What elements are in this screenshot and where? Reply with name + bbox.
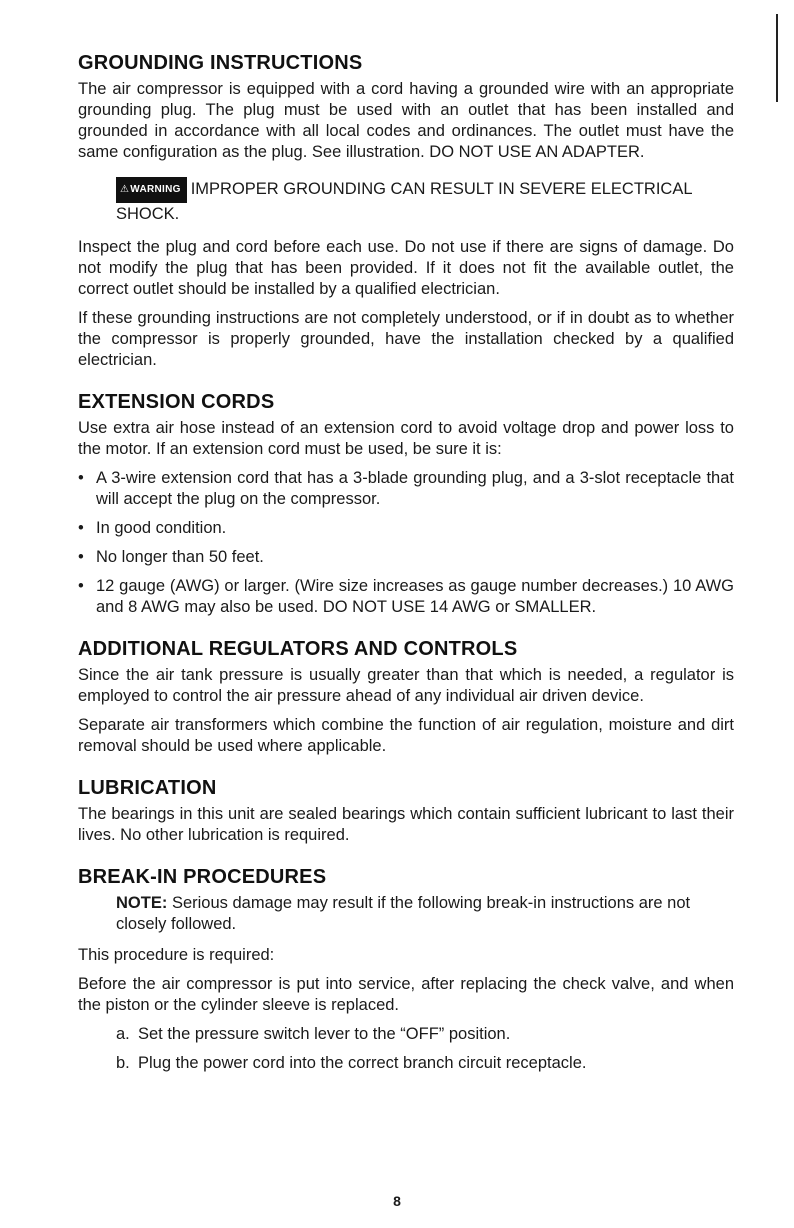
list-item bbox=[116, 1053, 734, 1074]
regulators-para-1: Since the air tank pressure is usually greater than that which is needed, a regulator is employed to control the air pressure ahead of any individual air driven device. bbox=[78, 666, 734, 705]
breakin-heading: BREAK-IN PROCEDURES bbox=[78, 866, 327, 888]
grounding-heading: GROUNDING INSTRUCTIONS bbox=[78, 52, 363, 74]
breakin-section bbox=[78, 866, 734, 1074]
list-item: • 12 gauge (AWG) or larger. (Wire size increases as gauge number decreases.) 10 AWG and 8 AWG may also be used. DO NOT USE 14 AWG or SMALLER. bbox=[78, 576, 734, 618]
regulators-heading: ADDITIONAL REGULATORS AND CONTROLS bbox=[78, 638, 518, 660]
warning-text: IMPROPER GROUNDING CAN RESULT IN SEVERE ELECTRICAL SHOCK. bbox=[116, 180, 692, 223]
extension-heading: EXTENSION CORDS bbox=[78, 391, 275, 413]
warning-badge bbox=[116, 177, 187, 203]
step-marker: a. bbox=[116, 1025, 130, 1043]
grounding-section bbox=[78, 52, 734, 371]
step-marker: b. bbox=[116, 1054, 130, 1072]
list-item: • No longer than 50 feet. bbox=[78, 547, 734, 568]
breakin-note bbox=[116, 893, 734, 935]
breakin-para-1: This procedure is required: bbox=[78, 946, 275, 964]
note-text: Serious damage may result if the following break-in instructions are not closely followed. bbox=[116, 894, 691, 933]
note-label: NOTE: bbox=[116, 894, 168, 912]
extension-section bbox=[78, 391, 734, 618]
grounding-para-2: Inspect the plug and cord before each use. Do not use if there are signs of damage. Do not modify the plug that has been provided. If it does not fit the available outlet, the correct outlet should be installed by a qualified electrician. bbox=[78, 238, 734, 298]
warning-badge-label: WARNING bbox=[130, 184, 181, 195]
lubrication-section bbox=[78, 777, 734, 846]
page-number: 8 bbox=[393, 1193, 401, 1209]
warning-triangle-icon: ⚠ bbox=[120, 184, 130, 195]
breakin-steps bbox=[78, 1024, 734, 1074]
regulators-section bbox=[78, 638, 734, 757]
manual-page bbox=[78, 52, 734, 1094]
lubrication-heading: LUBRICATION bbox=[78, 777, 217, 799]
step-text: Plug the power cord into the correct branch circuit receptacle. bbox=[138, 1054, 587, 1072]
step-text: Set the pressure switch lever to the “OFF” position. bbox=[138, 1025, 511, 1043]
regulators-para-2: Separate air transformers which combine the function of air regulation, moisture and dirt removal should be used where applicable. bbox=[78, 716, 734, 755]
extension-intro: Use extra air hose instead of an extension cord to avoid voltage drop and power loss to the motor. If an extension cord must be used, be sure it is: bbox=[78, 419, 734, 458]
grounding-para-3: If these grounding instructions are not completely understood, or if in doubt as to whether the compressor is properly grounded, have the installation checked by a qualified electrician. bbox=[78, 309, 734, 369]
lubrication-para-1: The bearings in this unit are sealed bearings which contain sufficient lubricant to last their lives. No other lubrication is required. bbox=[78, 805, 734, 844]
page-edge-line bbox=[776, 14, 778, 102]
breakin-para-2: Before the air compressor is put into service, after replacing the check valve, and when the piston or the cylinder sleeve is replaced. bbox=[78, 975, 734, 1014]
extension-bullet-list bbox=[78, 468, 734, 618]
list-item bbox=[116, 1024, 734, 1045]
list-item: • A 3-wire extension cord that has a 3-blade grounding plug, and a 3-slot receptacle that will accept the plug on the compressor. bbox=[78, 468, 734, 510]
grounding-para-1: The air compressor is equipped with a cord having a grounded wire with an appropriate grounding plug. The plug must be used with an outlet that has been installed and grounded in accordance with all local codes and ordinances. The outlet must have the same configuration as the plug. See illustration. DO NOT USE AN ADAPTER. bbox=[78, 80, 734, 161]
list-item: • In good condition. bbox=[78, 518, 734, 539]
warning-block bbox=[116, 177, 734, 225]
